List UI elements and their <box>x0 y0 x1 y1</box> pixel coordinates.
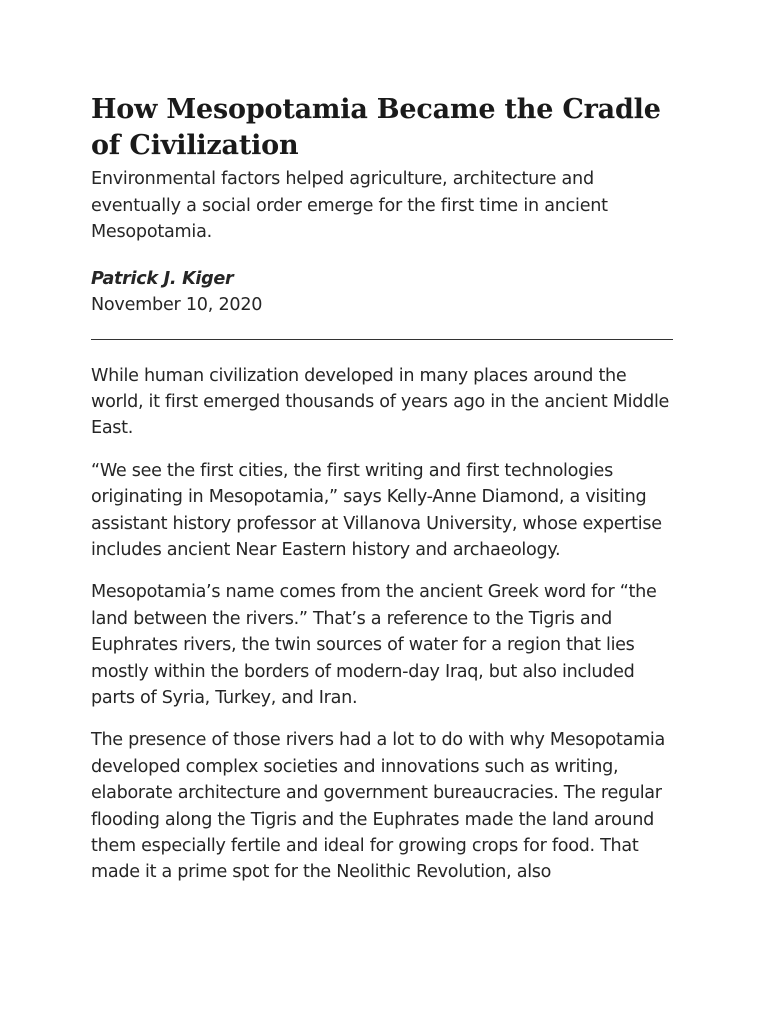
paragraph-3: Mesopotamia’s name comes from the ancient Greek word for “the land between the rivers.” That’s a reference to the Tigris and Euphrates rivers, the twin sources of water for a region that lies mostly within the borders of modern-day Iraq, but also included parts of Syria, Turkey, and Iran. <box>91 582 657 708</box>
paragraph-2: “We see the first cities, the first writing and first technologies originating in Mesopotamia,” says Kelly-Anne Diamond, a visiting assistant history professor at Villanova University, whose expertise includes ancient Near Eastern history and archaeology. <box>91 460 662 560</box>
article-date: November 10, 2020 <box>91 294 263 315</box>
paragraph-1: While human civilization developed in many places around the world, it first emerged thousands of years ago in the ancient Middle East. <box>91 365 670 439</box>
paragraph-4: The presence of those rivers had a lot to do with why Mesopotamia developed complex societies and innovations such as writing, elaborate architecture and government bureaucracies. The regular flooding along the Tigris and the Euphrates made the land around them especially fertile and ideal for growing crops for food. That made it a prime spot for the Neolithic Revolution, also <box>91 730 665 883</box>
article-body <box>91 363 681 886</box>
article-title: How Mesopotamia Became the Cradle of Civilization <box>91 94 661 161</box>
header-divider <box>91 339 673 340</box>
document-page <box>91 92 681 902</box>
article-author: Patrick J. Kiger <box>91 268 234 289</box>
article-subtitle: Environmental factors helped agriculture, architecture and eventually a social order emerge for the first time in ancient Mesopotamia. <box>91 169 608 242</box>
